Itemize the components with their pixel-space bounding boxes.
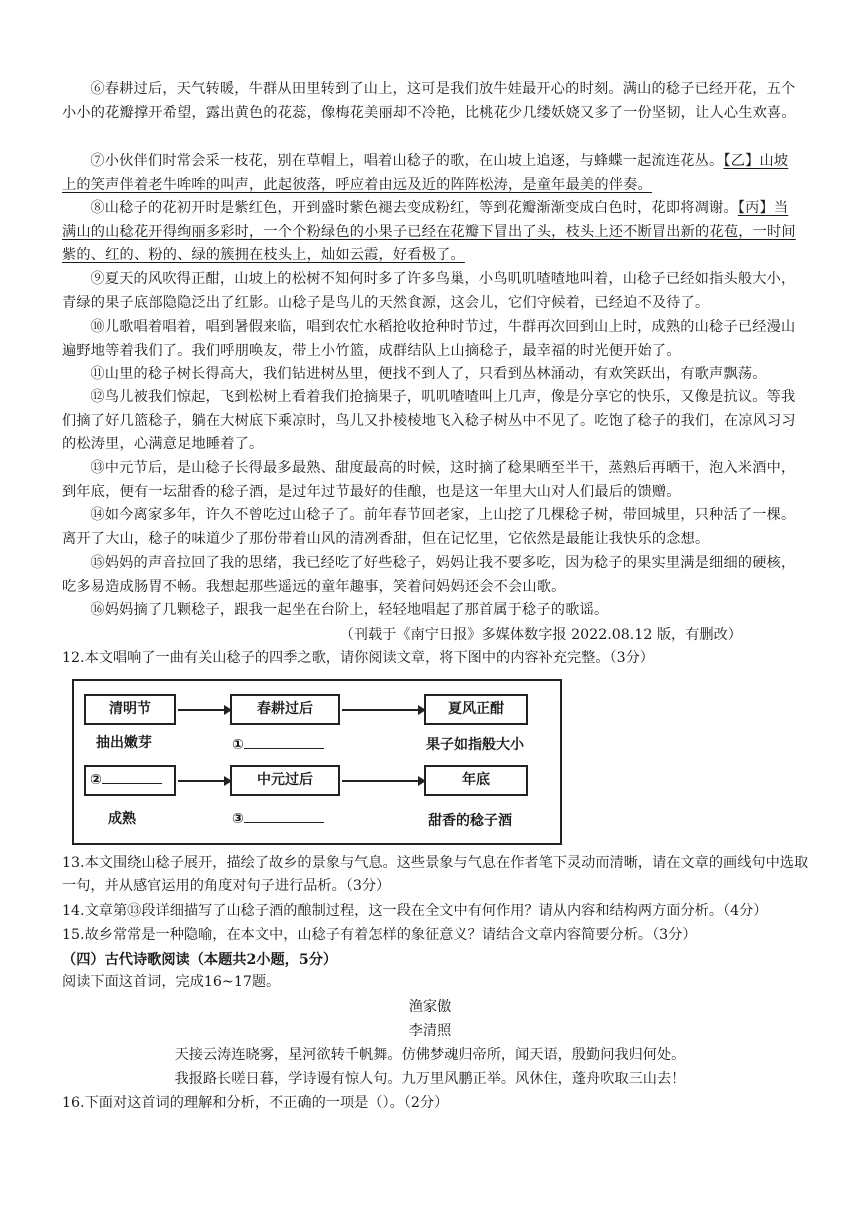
blank-number: ① xyxy=(232,737,244,753)
section-heading: （四）古代诗歌阅读（本题共2小题，5分） xyxy=(62,952,338,968)
box-zhongyuan: 中元过后 xyxy=(230,765,340,796)
poem-line: 天接云涛连晓雾，星河欲转千帆舞。仿佛梦魂归帝所，闻天语，殷勤问我归何处。 xyxy=(174,1047,686,1063)
answer-blank xyxy=(244,808,324,823)
underlined-sentence-bing: 【丙】当满山的山稔花开得绚丽多彩时，一个个粉绿色的小果子已经在花瓣下冒出了头，枝头上还不断冒出新的花苞，一时间紫的、红的、粉的、绿的簇拥在枝头上，灿如云霞，好看极了。 xyxy=(62,200,796,263)
arrow-right-icon xyxy=(178,709,230,711)
blank-number: ② xyxy=(90,772,102,788)
reading-instruction: 阅读下面这首词，完成16~17题。 xyxy=(62,974,281,990)
paragraph-6 xyxy=(62,78,798,125)
poem-author: 李清照 xyxy=(408,1023,452,1039)
paragraph-text: ⑧山稔子的花初开时是紫红色，开到盛时紫色褪去变成粉红，等到花瓣渐渐变成白色时，花即将凋谢。 xyxy=(90,200,738,216)
label-sprout: 抽出嫩芽 xyxy=(96,735,152,751)
paragraph-8 xyxy=(62,197,798,268)
paragraph-text: ⑪山里的稔子树长得高大，我们钻进树丛里，便找不到人了，只看到丛林涌动，有欢笑跃出，有歌声飘荡。 xyxy=(90,366,767,382)
question-14: 14.文章第⑬段详细描写了山稔子酒的酿制过程，这一段在全文中有何作用？请从内容和结构两方面分析。（4分） xyxy=(62,903,768,919)
answer-blank xyxy=(102,771,162,784)
label-wine: 甜香的稔子酒 xyxy=(428,813,512,829)
question-12: 12.本文唱响了一曲有关山稔子的四季之歌，请你阅读文章，将下图中的内容补充完整。（3分） xyxy=(62,650,654,666)
paragraph-10 xyxy=(62,316,798,363)
question-13: 13.本文围绕山稔子展开，描绘了故乡的景象与气息。这些景象与气息在作者笔下灵动而清晰，请在文章的画线句中选取一句，并从感官运用的角度对句子进行品析。（3分） xyxy=(62,855,809,894)
paragraph-text: ⑬中元节后，是山稔子长得最多最熟、甜度最高的时候，这时摘了稔果晒至半干，蒸熟后再晒干，泡入米酒中，到年底，便有一坛甜香的稔子酒，是过年过节最好的佳酿，也是这一年里大山对人们最后的馈赠。 xyxy=(62,460,796,500)
poem-title: 渔家傲 xyxy=(408,999,452,1015)
paragraph-text: ⑭如今离家多年，许久不曾吃过山稔子了。前年春节回老家，上山挖了几棵稔子树，带回城里，只种活了一棵。离开了大山，稔子的味道少了那份带着山风的清冽香甜，但在记忆里，它依然是最能让我快乐的念想。 xyxy=(62,507,796,547)
paragraph-11 xyxy=(62,363,798,387)
arrow-right-icon xyxy=(178,780,230,782)
paragraph-13 xyxy=(62,457,798,504)
box-qingming: 清明节 xyxy=(84,694,176,725)
blank-number: ③ xyxy=(232,811,244,827)
arrow-right-icon xyxy=(342,780,424,782)
underlined-sentence-yi: 【乙】山坡上的笑声伴着老牛哞哞的叫声，此起彼落，呼应着由远及近的阵阵松涛，是童年最美的伴奏。 xyxy=(62,153,789,193)
paragraph-15 xyxy=(62,552,798,599)
blank-1 xyxy=(232,734,324,753)
box-blank-2 xyxy=(84,765,176,796)
box-spring-plowing: 春耕过后 xyxy=(230,694,340,725)
blank-3 xyxy=(232,808,324,827)
paragraph-text: ⑫鸟儿被我们惊起，飞到松树上看着我们抢摘果子，叽叽喳喳叫上几声，像是分享它的快乐，又像是抗议。等我们摘了好几篮稔子，躺在大树底下乘凉时，鸟儿又扑棱棱地飞入稔子树丛中不见了。吃饱了稔子的我们，在凉风习习的松涛里，心满意足地睡着了。 xyxy=(62,389,796,452)
box-summer-wind: 夏风正酣 xyxy=(424,694,528,725)
paragraph-text: ⑮妈妈的声音拉回了我的思绪，我已经吃了好些稔子，妈妈让我不要多吃，因为稔子的果实里满是细细的硬核，吃多易造成肠胃不畅。我想起那些遥远的童年趣事，笑着问妈妈还会不会山歌。 xyxy=(62,555,796,595)
season-flow-diagram xyxy=(72,679,562,845)
paragraph-text: ⑯妈妈摘了几颗稔子，跟我一起坐在台阶上，轻轻地唱起了那首属于稔子的歌谣。 xyxy=(90,602,609,618)
answer-blank xyxy=(244,734,324,749)
paragraph-7 xyxy=(62,150,798,197)
paragraph-text: ⑨夏天的风吹得正酣，山坡上的松树不知何时多了许多鸟巢，小鸟叽叽喳喳地叫着，山稔子已经如指头般大小，青绿的果子底部隐隐泛出了红影。山稔子是鸟儿的天然食源，这会儿，它们守候着，已经迫不及待了。 xyxy=(62,271,796,311)
paragraph-text: ⑥春耕过后，天气转暖，牛群从田里转到了山上，这可是我们放牛娃最开心的时刻。满山的稔子已经开花，五个小小的花瓣撑开希望，露出黄色的花蕊，像梅花美丽却不冷艳，比桃花少几缕妖娆又多了一份坚韧，让人心生欢喜。 xyxy=(62,81,796,121)
paragraph-14 xyxy=(62,504,798,551)
poem-line: 我报路长嗟日暮，学诗谩有惊人句。九万里风鹏正举。风休住，蓬舟吹取三山去！ xyxy=(174,1071,686,1087)
arrow-right-icon xyxy=(342,709,424,711)
paragraph-12 xyxy=(62,386,798,457)
question-16: 16.下面对这首词的理解和分析，不正确的一项是（）。（2分） xyxy=(62,1095,449,1111)
paragraph-text: ⑩儿歌唱着唱着，唱到暑假来临，唱到农忙水稻抢收抢种时节过，牛群再次回到山上时，成熟的山稔子已经漫山遍野地等着我们了。我们呼朋唤友，带上小竹篮，成群结队上山摘稔子，最幸福的时光便开始了。 xyxy=(62,319,796,359)
label-ripe: 成熟 xyxy=(108,811,136,827)
source-citation: （刊载于《南宁日报》多媒体数字报 2022.08.12 版，有删改） xyxy=(339,627,742,643)
paragraph-text: ⑦小伙伴们时常会采一枝花，别在草帽上，唱着山稔子的歌，在山坡上追逐，与蜂蝶一起流连花丛。 xyxy=(90,153,724,169)
label-fruit-size: 果子如指般大小 xyxy=(426,737,524,753)
box-year-end: 年底 xyxy=(424,765,528,796)
question-15: 15.故乡常常是一种隐喻，在本文中，山稔子有着怎样的象征意义？请结合文章内容简要分析。（3分） xyxy=(62,927,697,943)
paragraph-9 xyxy=(62,268,798,315)
paragraph-16 xyxy=(62,599,798,623)
